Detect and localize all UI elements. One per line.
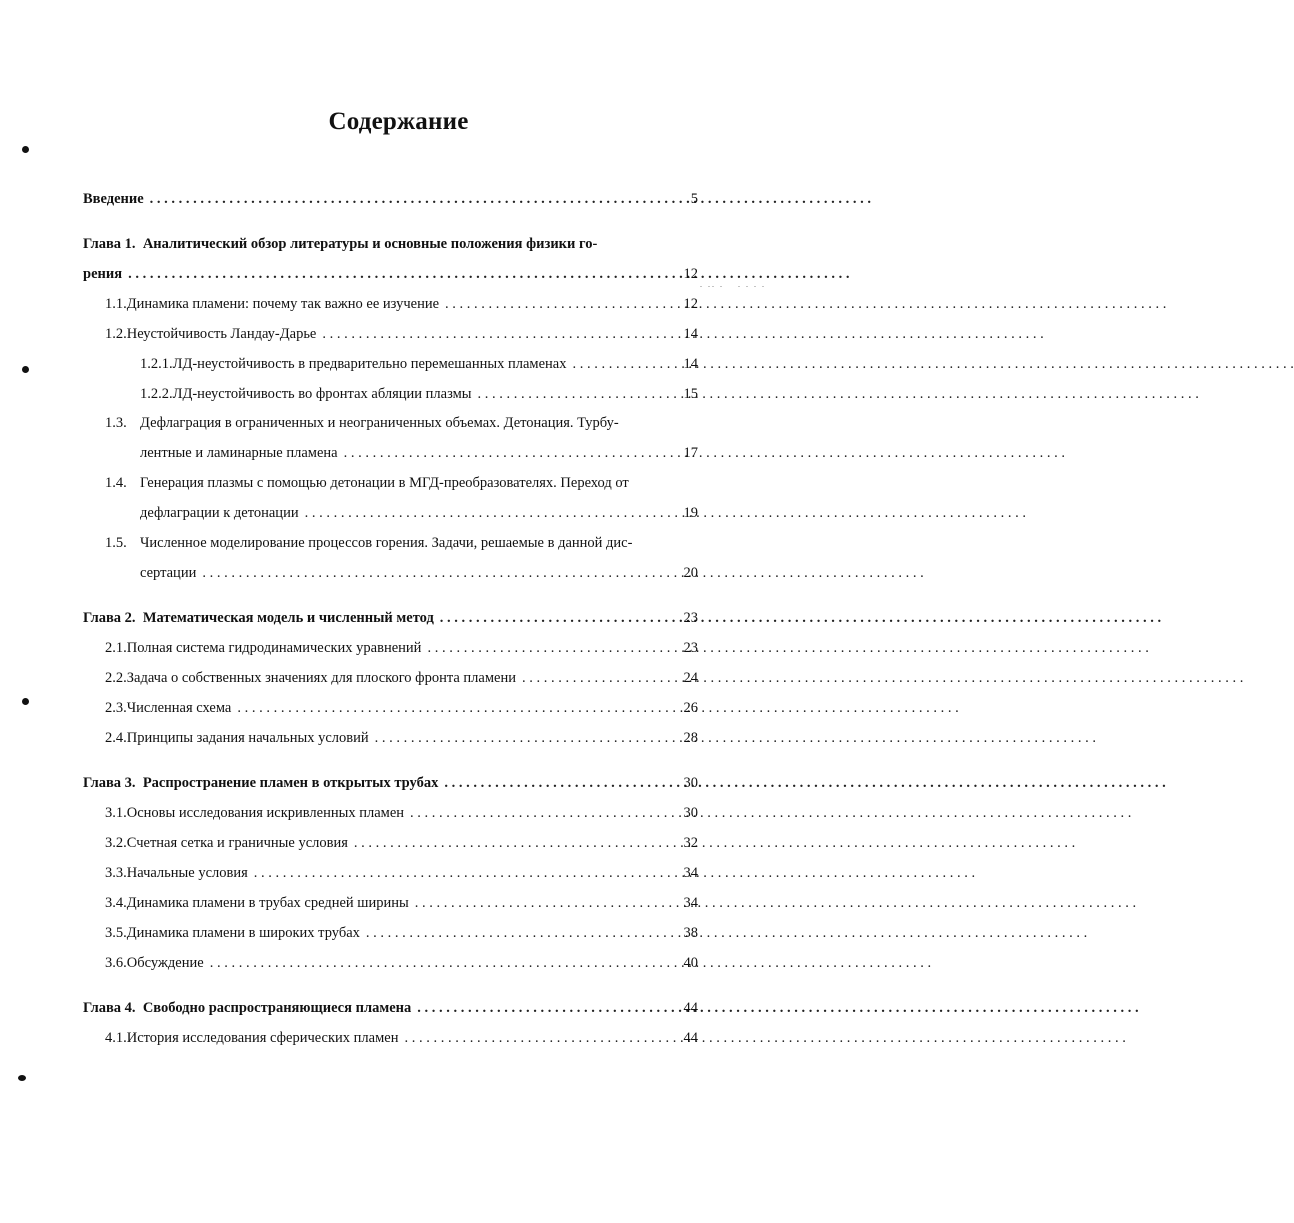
leader-dots: [415, 893, 658, 913]
section-title: Начальные условия: [126, 865, 248, 881]
toc-page-number: 40: [683, 955, 698, 971]
leader-dots: [344, 443, 658, 463]
leader-dots: [478, 384, 658, 404]
leader-dots: [305, 503, 658, 523]
leader-dots: [417, 998, 658, 1018]
toc-section-3-5[interactable]: [105, 923, 698, 943]
leader-dots: [210, 953, 658, 973]
toc-section-1-5-line2[interactable]: [140, 563, 698, 583]
toc-page-number: 14: [683, 356, 698, 372]
section-number: 1.2.1.: [140, 356, 173, 372]
leader-dots: [366, 923, 658, 943]
binder-hole-mark: [22, 366, 29, 373]
toc-section-3-1[interactable]: [105, 803, 698, 823]
toc-section-1-4-line2[interactable]: [140, 503, 698, 523]
leader-dots: [410, 803, 658, 823]
toc-page-number: 23: [683, 640, 698, 656]
section-number: 1.2.: [105, 326, 127, 342]
section-number: 2.4.: [105, 730, 127, 746]
chapter-title-continued: рения: [83, 266, 123, 282]
toc-page-number: 5: [690, 191, 698, 207]
toc-section-1-3-line1[interactable]: [105, 413, 619, 433]
section-title: Динамика пламени: почему так важно ее изучение: [126, 296, 440, 312]
section-title-continued: дефлаграции к детонации: [140, 505, 299, 521]
toc-page-number: 28: [683, 730, 698, 746]
toc-page-number: 34: [683, 895, 698, 911]
toc-page-number: 34: [683, 865, 698, 881]
chapter-title: Математическая модель и численный метод: [142, 610, 434, 626]
toc-page-number: 30: [683, 805, 698, 821]
leader-dots: [202, 563, 658, 583]
toc-section-3-3[interactable]: [105, 863, 698, 883]
toc-page-number: 12: [683, 296, 698, 312]
toc-entry-title: Введение: [83, 191, 144, 207]
toc-section-2-4[interactable]: [105, 728, 698, 748]
leader-dots: [254, 863, 658, 883]
section-title: Численное моделирование процессов горения. Задачи, решаемые в данной дис-: [140, 535, 633, 551]
section-number: 1.2.2.: [140, 386, 173, 402]
leader-dots: [572, 354, 658, 374]
section-title: Принципы задания начальных условий: [126, 730, 369, 746]
leader-dots: [445, 294, 658, 314]
toc-page-number: 32: [683, 835, 698, 851]
section-number: 3.1.: [105, 805, 127, 821]
toc-section-1-5-line1[interactable]: [105, 533, 632, 553]
section-number: 2.1.: [105, 640, 127, 656]
section-number: 4.1.: [105, 1030, 127, 1046]
section-title: ЛД-неустойчивость в предварительно перемешанных пламенах: [172, 356, 567, 372]
toc-chapter-1-line2[interactable]: [83, 264, 698, 284]
section-title: Динамика пламени в трубах средней ширины: [126, 895, 409, 911]
section-title: Основы исследования искривленных пламен: [126, 805, 405, 821]
section-title: Динамика пламени в широких трубах: [126, 925, 360, 941]
chapter-title: Свободно распространяющиеся пламена: [142, 1000, 412, 1016]
toc-page-number: 19: [683, 505, 698, 521]
toc-section-2-2[interactable]: [105, 668, 698, 688]
section-number: 3.2.: [105, 835, 127, 851]
toc-page-number: 38: [683, 925, 698, 941]
section-number: 2.2.: [105, 670, 127, 686]
section-title: Неустойчивость Ландау-Дарье: [126, 326, 317, 342]
toc-page-number: 24: [683, 670, 698, 686]
chapter-label: Глава 4.: [83, 1000, 136, 1016]
toc-page-number: 26: [683, 700, 698, 716]
leader-dots: [237, 698, 658, 718]
section-number: 1.4.: [105, 475, 127, 491]
section-title-continued: лентные и ламинарные пламена: [140, 445, 338, 461]
section-title: История исследования сферических пламен: [126, 1030, 399, 1046]
toc-subsection-1-2-2[interactable]: [140, 384, 698, 404]
toc-section-3-2[interactable]: [105, 833, 698, 853]
scan-noise: . .. .: [700, 280, 724, 289]
chapter-label: Глава 1.: [83, 236, 136, 252]
section-title: Численная схема: [126, 700, 232, 716]
toc-page-number: 12: [683, 266, 698, 282]
leader-dots: [427, 638, 658, 658]
toc-section-2-1[interactable]: [105, 638, 698, 658]
section-title: Дефлаграция в ограниченных и неограниченных объемах. Детонация. Турбу-: [140, 415, 619, 431]
toc-section-1-3-line2[interactable]: [140, 443, 698, 463]
toc-page-number: 44: [683, 1030, 698, 1046]
toc-page-number: 23: [683, 610, 698, 626]
section-number: 1.3.: [105, 415, 127, 431]
toc-section-1-2[interactable]: [105, 324, 698, 344]
toc-chapter-2[interactable]: [83, 608, 698, 628]
toc-page-number: 15: [683, 386, 698, 402]
leader-dots: [404, 1028, 658, 1048]
page-title: Содержание: [328, 108, 469, 135]
chapter-title: Распространение пламен в открытых трубах: [142, 775, 439, 791]
section-number: 3.3.: [105, 865, 127, 881]
section-number: 3.6.: [105, 955, 127, 971]
scan-noise: . . . .: [738, 280, 766, 289]
binder-hole-mark: [18, 1075, 26, 1081]
toc-subsection-1-2-1[interactable]: [140, 354, 698, 374]
toc-chapter-4[interactable]: [83, 998, 698, 1018]
section-number: 3.4.: [105, 895, 127, 911]
section-title: Полная система гидродинамических уравнений: [126, 640, 422, 656]
section-title: Обсуждение: [126, 955, 204, 971]
toc-page-number: 14: [683, 326, 698, 342]
toc-section-1-4-line1[interactable]: [105, 473, 629, 493]
toc-entry-intro[interactable]: [83, 189, 698, 209]
toc-section-3-6[interactable]: [105, 953, 698, 973]
toc-page-number: 17: [683, 445, 698, 461]
leader-dots: [522, 668, 658, 688]
leader-dots: [322, 324, 658, 344]
toc-page-number: 30: [683, 775, 698, 791]
toc-chapter-3[interactable]: [83, 773, 698, 793]
section-title: Задача о собственных значениях для плоского фронта пламени: [126, 670, 516, 686]
binder-hole-mark: [22, 146, 29, 153]
section-number: 3.5.: [105, 925, 127, 941]
chapter-title: Аналитический обзор литературы и основные положения физики го-: [142, 236, 598, 252]
toc-section-2-3[interactable]: [105, 698, 698, 718]
toc-section-1-1[interactable]: [105, 294, 698, 314]
section-number: 2.3.: [105, 700, 127, 716]
toc-page-number: 44: [683, 1000, 698, 1016]
leader-dots: [375, 728, 658, 748]
section-title: Генерация плазмы с помощью детонации в МГД-преобразователях. Переход от: [140, 475, 629, 491]
leader-dots: [128, 264, 658, 284]
toc-chapter-1-line1[interactable]: [83, 234, 597, 254]
binder-hole-mark: [22, 698, 29, 705]
section-number: 1.1.: [105, 296, 127, 312]
section-title: ЛД-неустойчивость во фронтах абляции плазмы: [172, 386, 472, 402]
toc-section-4-1[interactable]: [105, 1028, 698, 1048]
leader-dots: [444, 773, 658, 793]
chapter-label: Глава 3.: [83, 775, 136, 791]
toc-section-3-4[interactable]: [105, 893, 698, 913]
section-title-continued: сертации: [140, 565, 197, 581]
leader-dots: [354, 833, 658, 853]
section-title: Счетная сетка и граничные условия: [126, 835, 348, 851]
chapter-label: Глава 2.: [83, 610, 136, 626]
toc-page-number: 20: [683, 565, 698, 581]
leader-dots: [150, 189, 658, 209]
section-number: 1.5.: [105, 535, 127, 551]
leader-dots: [440, 608, 658, 628]
